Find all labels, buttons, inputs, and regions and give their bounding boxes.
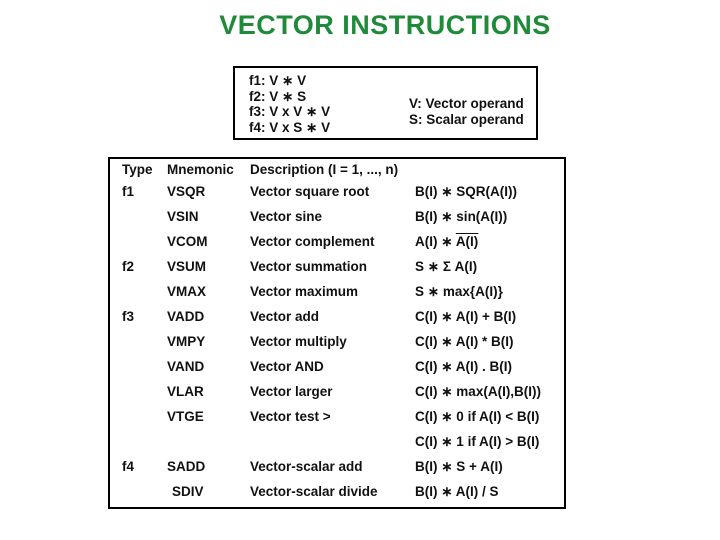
table-row [110,434,564,458]
row-mnemonic: VTGE [167,409,204,424]
row-formula: B(I) ∗ A(I) / S [415,484,499,499]
table-row [110,309,564,333]
row-description: Vector add [250,309,320,324]
row-mnemonic: VLAR [167,384,204,399]
row-formula: S ∗ max{A(I)} [415,284,503,299]
row-description: Vector multiply [250,334,347,349]
format-f3: f3: V x V ∗ V [249,104,331,119]
row-type: f4 [122,459,135,474]
table-row [110,184,564,208]
row-formula: B(I) ∗ S + A(I) [415,459,503,474]
row-mnemonic: VSUM [167,259,207,274]
table-row [110,459,564,483]
row-formula: C(I) ∗ max(A(I),B(I)) [415,384,542,399]
row-mnemonic: VMPY [167,334,206,349]
table-header [110,162,564,186]
operand-scalar: S: Scalar operand [409,111,524,127]
instruction-table [108,157,566,509]
table-row [110,234,564,258]
table-row [110,284,564,308]
row-mnemonic: VAND [167,359,205,374]
row-formula [415,234,478,250]
row-description: Vector AND [250,359,324,374]
row-formula: C(I) ∗ A(I) * B(I) [415,334,514,349]
row-description: Vector summation [250,259,368,274]
row-mnemonic: VCOM [167,234,208,249]
row-description: Vector sine [250,209,323,224]
table-row [110,209,564,233]
row-description: Vector larger [250,384,333,399]
row-mnemonic: SADD [167,459,206,474]
format-f1: f1: V ∗ V [249,73,307,88]
table-row [110,384,564,408]
row-formula: C(I) ∗ A(I) . B(I) [415,359,513,374]
page-title: VECTOR INSTRUCTIONS [219,10,551,40]
table-row [110,359,564,383]
row-formula: C(I) ∗ 0 if A(I) < B(I) [415,409,540,424]
operand-key [409,96,524,127]
row-formula: B(I) ∗ sin(A(I)) [415,209,508,224]
row-description: Vector complement [250,234,375,249]
row-type: f1 [122,184,135,199]
row-type: f3 [122,309,135,324]
operand-vector: V: Vector operand [409,96,524,111]
row-mnemonic: VSQR [167,184,206,199]
row-type: f2 [122,259,135,274]
row-description: Vector maximum [250,284,359,299]
row-description: Vector-scalar divide [250,484,378,499]
table-row [110,484,564,508]
row-description: Vector square root [250,184,370,199]
row-mnemonic: VADD [167,309,205,324]
header-type: Type [122,162,153,177]
format-list [249,73,330,135]
table-row [110,409,564,433]
table-row [110,259,564,283]
instruction-format-legend [233,66,538,140]
row-formula: B(I) ∗ SQR(A(I)) [415,184,518,199]
row-description: Vector test > [250,409,331,424]
row-description: Vector-scalar add [250,459,363,474]
row-mnemonic: SDIV [172,484,204,499]
format-f2: f2: V ∗ S [249,88,307,104]
header-description: Description (I = 1, ..., n) [250,162,399,177]
row-formula: C(I) ∗ A(I) + B(I) [415,309,517,324]
row-mnemonic: VSIN [167,209,199,224]
table-row [110,334,564,358]
header-mnemonic: Mnemonic [167,162,234,177]
formula-complement: A(I) [455,234,479,249]
formula-prefix: A(I) ∗ [415,234,456,249]
row-formula: C(I) ∗ 1 if A(I) > B(I) [415,434,540,449]
row-formula: S ∗ Σ A(I) [415,259,478,274]
row-mnemonic: VMAX [167,284,207,299]
format-f4: f4: V x S ∗ V [249,119,331,135]
